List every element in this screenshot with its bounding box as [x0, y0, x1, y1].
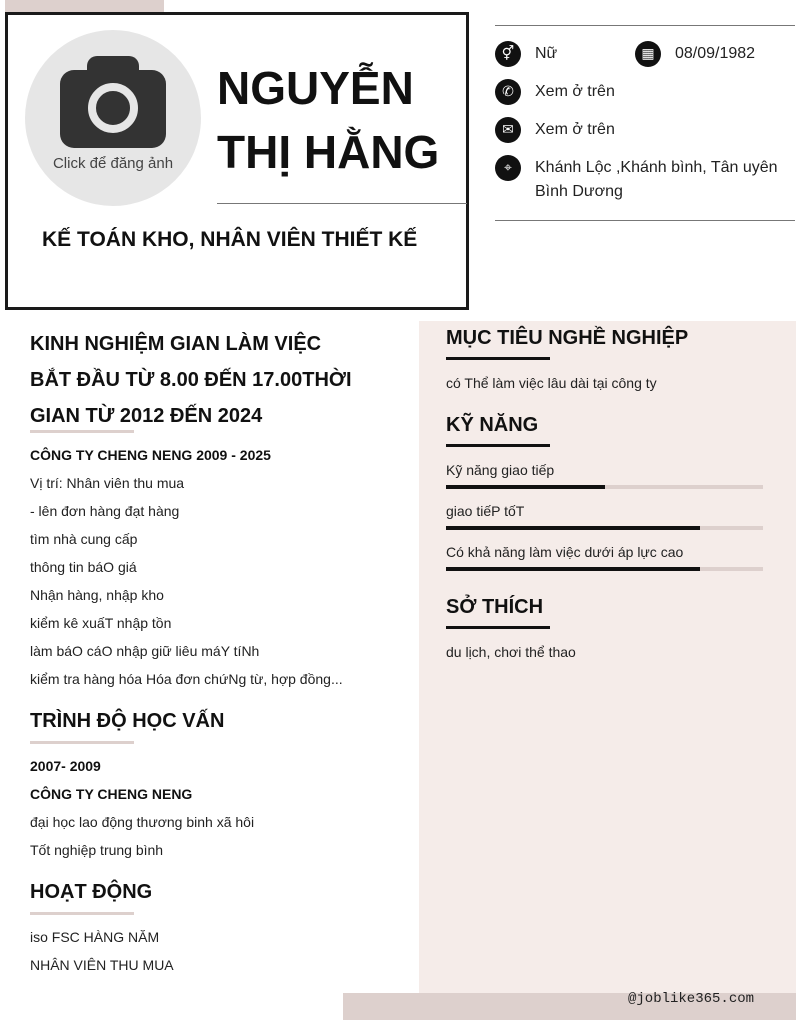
education-school[interactable]: CÔNG TY CHENG NENG [30, 786, 193, 802]
objective-text[interactable]: có Thể làm việc lâu dài tại công ty [446, 375, 657, 391]
location-icon: ⌖ [495, 155, 521, 181]
calendar-icon: ▦ [635, 41, 661, 67]
list-item[interactable]: Nhận hàng, nhập kho [30, 587, 164, 603]
skill-bar-fill [446, 567, 700, 571]
section-underline [446, 357, 550, 360]
camera-lens-icon [88, 83, 138, 133]
skill-label[interactable]: giao tiếP tốT [446, 503, 525, 519]
experience-heading-line: BẮT ĐẦU TỪ 8.00 ĐẾN 17.00THỜI [30, 369, 352, 391]
section-underline [30, 430, 134, 433]
education-grade[interactable]: Tốt nghiệp trung bình [30, 842, 164, 858]
list-item[interactable]: kiểm tra hàng hóa Hóa đơn chứNg từ, hợp đồng... [30, 671, 343, 687]
hobbies-heading[interactable]: SỞ THÍCH [446, 596, 544, 618]
list-item[interactable]: tìm nhà cung cấp [30, 531, 138, 547]
contact-divider-bottom [495, 220, 795, 221]
experience-heading-line: GIAN TỪ 2012 ĐẾN 2024 [30, 405, 263, 427]
skill-label[interactable]: Có khả năng làm việc dưới áp lực cao [446, 544, 684, 560]
birthday-value[interactable]: 08/09/1982 [675, 45, 756, 62]
section-underline [446, 626, 550, 629]
section-underline [446, 444, 550, 447]
experience-company[interactable]: CÔNG TY CHENG NENG 2009 - 2025 [30, 447, 271, 463]
skill-label[interactable]: Kỹ năng giao tiếp [446, 462, 555, 478]
watermark: @joblike365.com [628, 991, 755, 1007]
gender-icon: ⚥ [495, 41, 521, 67]
skill-bar-fill [446, 526, 700, 530]
section-underline [30, 912, 134, 915]
mail-icon: ✉ [495, 117, 521, 143]
list-item[interactable]: kiểm kê xuấT nhập tồn [30, 615, 172, 631]
skill-bar [446, 567, 763, 571]
full-name[interactable] [217, 56, 462, 184]
experience-heading[interactable] [30, 326, 352, 434]
name-line-1: NGUYỄN [217, 62, 414, 114]
objective-heading[interactable]: MỤC TIÊU NGHỀ NGHIỆP [446, 327, 689, 349]
list-item[interactable]: iso FSC HÀNG NĂM [30, 929, 160, 945]
education-major[interactable]: đại học lao động thương binh xã hôi [30, 814, 255, 830]
hobbies-text[interactable]: du lịch, chơi thể thao [446, 644, 576, 660]
experience-heading-line: KINH NGHIỆM GIAN LÀM VIỆC [30, 333, 322, 355]
phone-icon: ✆ [495, 79, 521, 105]
skills-heading[interactable]: KỸ NĂNG [446, 414, 539, 436]
skill-bar [446, 526, 763, 530]
list-item[interactable]: làm báO cáO nhập giữ liêu máY tíNh [30, 643, 260, 659]
activities-heading[interactable]: HOẠT ĐỘNG [30, 881, 153, 903]
phone-value[interactable]: Xem ở trên [535, 83, 615, 100]
name-line-2: THỊ HẰNG [217, 126, 440, 178]
contact-divider-top [495, 25, 795, 26]
education-heading[interactable]: TRÌNH ĐỘ HỌC VẤN [30, 710, 225, 732]
section-underline [30, 741, 134, 744]
education-period[interactable]: 2007- 2009 [30, 758, 101, 774]
list-item[interactable]: NHÂN VIÊN THU MUA [30, 957, 174, 973]
skill-bar [446, 485, 763, 489]
list-item[interactable]: Vị trí: Nhân viên thu mua [30, 475, 185, 491]
gender-value[interactable]: Nữ [535, 45, 558, 62]
skill-bar-fill [446, 485, 605, 489]
list-item[interactable]: - lên đơn hàng đạt hàng [30, 503, 180, 519]
email-value[interactable]: Xem ở trên [535, 121, 615, 138]
avatar-upload[interactable] [25, 30, 201, 206]
job-title[interactable]: KẾ TOÁN KHO, NHÂN VIÊN THIẾT KẾ [42, 228, 418, 251]
divider [217, 203, 467, 204]
avatar-upload-label: Click để đăng ảnh [52, 155, 174, 172]
address-value[interactable]: Khánh Lộc ,Khánh bình, Tân uyên Bình Dương [535, 159, 778, 200]
list-item[interactable]: thông tin báO giá [30, 559, 137, 575]
